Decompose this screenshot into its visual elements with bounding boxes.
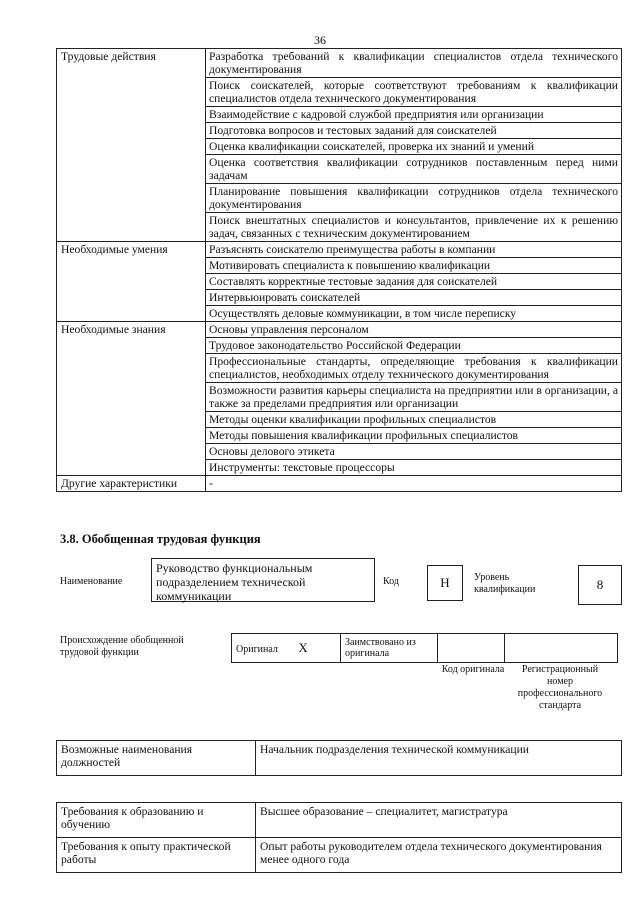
experience-label: Требования к опыту практической работы — [57, 838, 256, 873]
origin-table — [231, 633, 618, 663]
category-cell: Необходимые умения — [57, 242, 206, 322]
item-cell: Методы повышения квалификации профильных специалистов — [206, 428, 622, 444]
item-cell: Возможности развития карьеры специалиста на предприятии или в организации, а также за пределами предприятия или организации — [206, 383, 622, 412]
item-cell: Взаимодействие с кадровой службой предприятия или организации — [206, 107, 622, 123]
education-label: Требования к образованию и обучению — [57, 803, 256, 838]
reg-number-caption: Регистрационный номер профессионального стандарта — [517, 664, 603, 711]
item-cell: Методы оценки квалификации профильных специалистов — [206, 412, 622, 428]
item-cell: Осуществлять деловые коммуникации, в том числе переписку — [206, 306, 622, 322]
origin-label: Происхождение обобщенной трудовой функции — [60, 635, 184, 658]
code-original-caption: Код оригинала — [441, 664, 505, 675]
category-cell: Необходимые знания — [57, 322, 206, 476]
level-label: Уровень квалификации — [474, 572, 536, 595]
item-cell: Составлять корректные тестовые задания для соискателей — [206, 274, 622, 290]
category-cell: Трудовые действия — [57, 49, 206, 242]
positions-table — [56, 740, 622, 776]
borrowed-cell: Заимствовано из оригинала — [341, 634, 438, 663]
item-cell: Основы управления персоналом — [206, 322, 622, 338]
item-cell: Подготовка вопросов и тестовых заданий для соискателей — [206, 123, 622, 139]
table-row — [57, 322, 622, 338]
table-row — [57, 49, 622, 78]
requirements-table — [56, 802, 622, 873]
code-original-cell — [438, 634, 505, 663]
item-cell: Трудовое законодательство Российской Федерации — [206, 338, 622, 354]
item-cell: Мотивировать специалиста к повышению квалификации — [206, 258, 622, 274]
item-cell: Разъяснять соискателю преимущества работы в компании — [206, 242, 622, 258]
item-cell: Поиск соискателей, которые соответствуют требованиям к квалификации специалистов отдела технического документирования — [206, 78, 622, 107]
item-cell: Интервьюировать соискателей — [206, 290, 622, 306]
code-label: Код — [383, 576, 399, 587]
positions-label: Возможные наименования должностей — [57, 741, 256, 776]
labor-function-table — [56, 48, 622, 492]
level-value-box: 8 — [578, 565, 622, 605]
name-label: Наименование — [60, 576, 123, 587]
item-cell: - — [206, 476, 622, 492]
code-value-box: H — [427, 565, 463, 601]
original-mark: X — [298, 639, 308, 655]
original-label: Оригинал — [236, 643, 278, 655]
item-cell: Основы делового этикета — [206, 444, 622, 460]
education-value: Высшее образование – специалитет, магистратура — [256, 803, 622, 838]
category-cell: Другие характеристики — [57, 476, 206, 492]
original-cell — [232, 634, 341, 663]
section-title: 3.8. Обобщенная трудовая функция — [60, 532, 261, 546]
table-row — [57, 476, 622, 492]
item-cell: Поиск внештатных специалистов и консультантов, привлечение их к решению задач, связанных с техническим документированием — [206, 213, 622, 242]
table-row — [57, 242, 622, 258]
item-cell: Инструменты: текстовые процессоры — [206, 460, 622, 476]
item-cell: Разработка требований к квалификации специалистов отдела технического документирования — [206, 49, 622, 78]
positions-value: Начальник подразделения технической коммуникации — [256, 741, 622, 776]
reg-number-cell — [505, 634, 618, 663]
experience-value: Опыт работы руководителем отдела технического документирования менее одного года — [256, 838, 622, 873]
item-cell: Оценка квалификации соискателей, проверка их знаний и умений — [206, 139, 622, 155]
function-name-box: Руководство функциональным подразделением технической коммуникации — [151, 558, 375, 602]
item-cell: Профессиональные стандарты, определяющие требования к квалификации специалистов, необходимых отделу технического документирования — [206, 354, 622, 383]
item-cell: Оценка соответствия квалификации сотрудников поставленным перед ними задачам — [206, 155, 622, 184]
item-cell: Планирование повышения квалификации сотрудников отдела технического документирования — [206, 184, 622, 213]
page-number: 36 — [314, 33, 326, 47]
